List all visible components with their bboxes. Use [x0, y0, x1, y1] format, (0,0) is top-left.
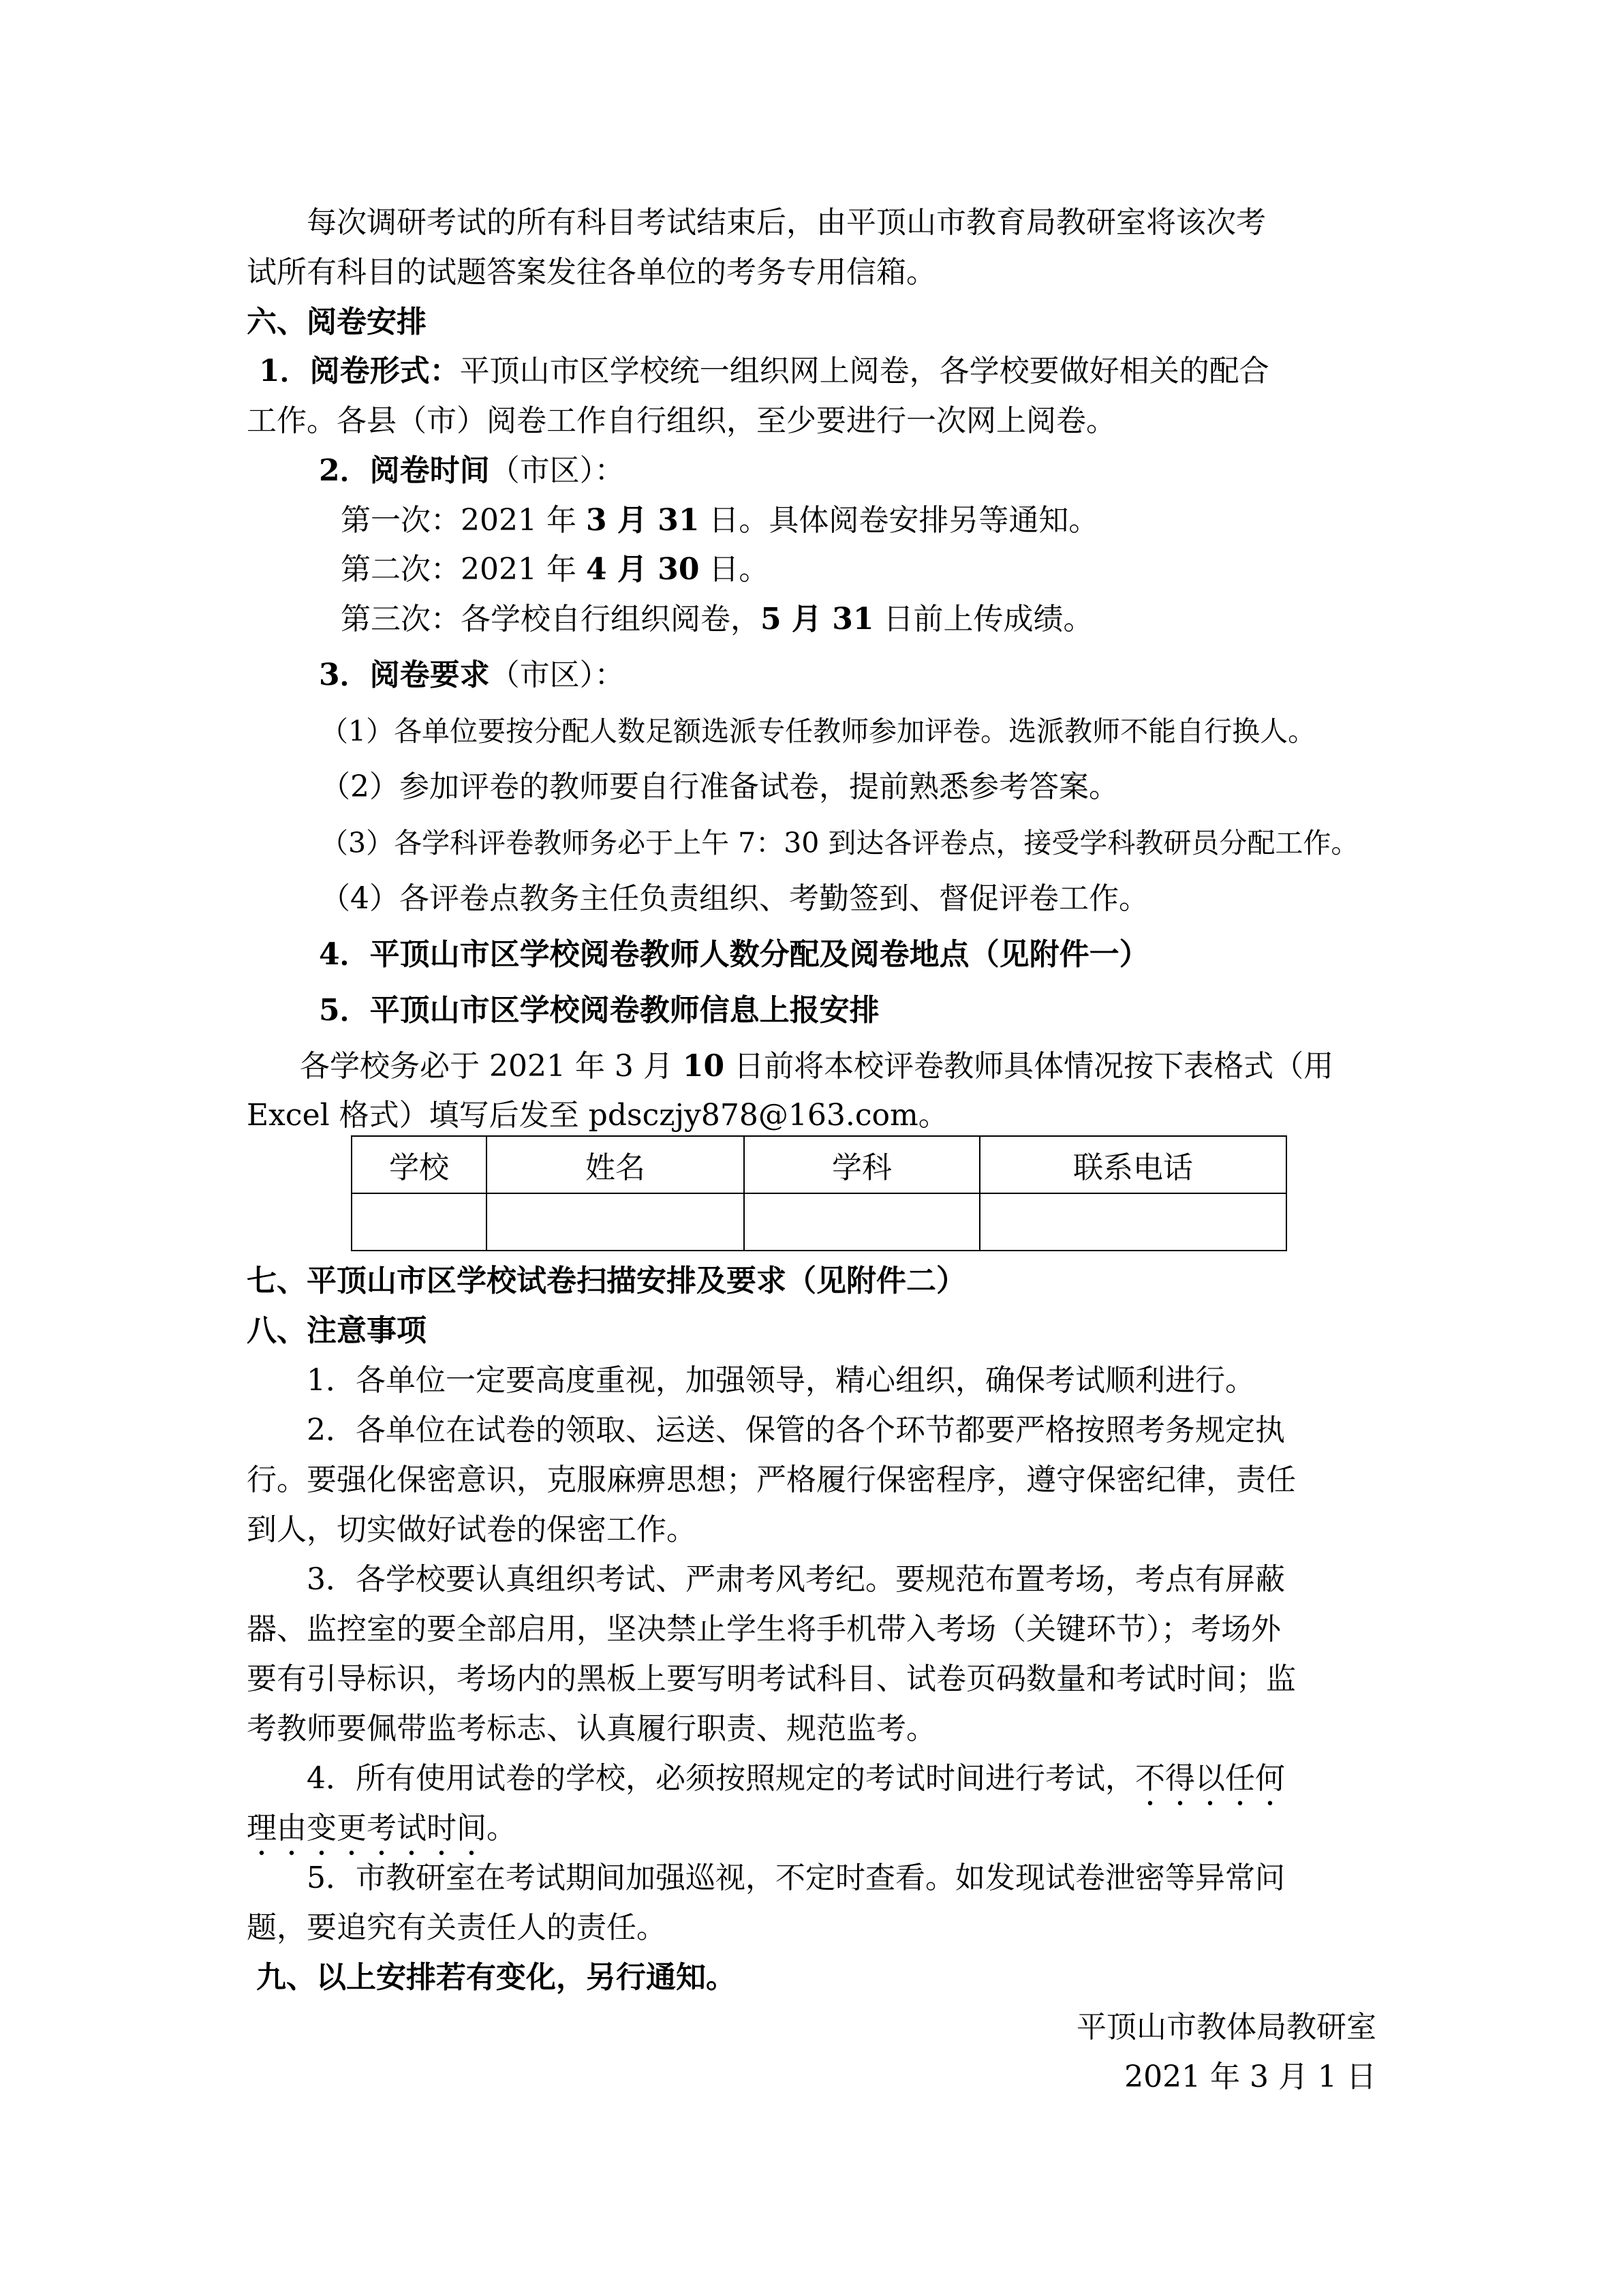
table-header-row [352, 1136, 1286, 1193]
note-2-line3: 到人，切实做好试卷的保密工作。 [247, 1512, 696, 1547]
item-6-3-heading [319, 655, 1376, 696]
paragraph-intro-line1: 每次调研考试的所有科目考试结束后，由平顶山市教育局教研室将该次考 [307, 205, 1266, 240]
item-6-3-suffix: （市区）： [489, 658, 625, 692]
note-5-line2: 题，要追究有关责任人的责任。 [247, 1910, 666, 1945]
item-6-5: 5．平顶山市区学校阅卷教师信息上报安排 [319, 993, 880, 1028]
report-day: 10 [682, 1049, 725, 1084]
requirement-2: （2）参加评卷的教师要自行准备试卷，提前熟悉参考答案。 [320, 769, 1119, 804]
note-4-text: 4．所有使用试卷的学校，必须按照规定的考试时间进行考试， [307, 1761, 1135, 1796]
note-3-line1: 3．各学校要认真组织考试、严肃考风考纪。要规范布置考场，考点有屏蔽 [307, 1562, 1285, 1597]
table-cell-school [352, 1193, 486, 1251]
requirement-1: （1）各单位要按分配人数足额选派专任教师参加评卷。选派教师不能自行换人。 [320, 715, 1316, 748]
table-header-phone: 联系电话 [980, 1136, 1286, 1193]
report-prefix: 各学校务必于 2021 年 3 月 [300, 1049, 683, 1084]
table-cell-subject [744, 1193, 980, 1251]
round-1 [341, 500, 1376, 541]
round-1-date: 3 月 31 [585, 503, 700, 538]
item-6-3-label: 3．阅卷要求 [319, 658, 490, 692]
section-6-title: 六、阅卷安排 [247, 305, 427, 339]
item-6-1-text: 平顶山市区学校统一组织网上阅卷，各学校要做好相关的配合 [459, 354, 1269, 388]
requirement-3: （3）各学科评卷教师务必于上午 7：30 到达各评卷点，接受学科教研员分配工作。 [320, 827, 1359, 859]
table-cell-phone [980, 1193, 1286, 1251]
note-1: 1．各单位一定要高度重视，加强领导，精心组织，确保考试顺利进行。 [307, 1363, 1255, 1398]
note-4-end: 。 [486, 1811, 516, 1846]
round-1-suffix: 日。具体阅卷安排另等通知。 [699, 503, 1099, 538]
round-3-date: 5 月 31 [760, 602, 874, 637]
note-3-line4: 考教师要佩带监考标志、认真履行职责、规范监考。 [247, 1711, 936, 1746]
note-4-emphasis-1: 不得以任何 [1135, 1761, 1285, 1796]
section-7-title: 七、平顶山市区学校试卷扫描安排及要求（见附件二） [247, 1264, 966, 1298]
note-4-emphasis-2: 理由变更考试时间 [247, 1811, 486, 1846]
signature-date: 2021 年 3 月 1 日 [1124, 2060, 1376, 2094]
note-2-line2: 行。要强化保密意识，克服麻痹思想；严格履行保密程序，遵守保密纪律，责任 [247, 1463, 1296, 1497]
report-suffix: 日前将本校评卷教师具体情况按下表格式（用 [724, 1049, 1334, 1084]
teacher-info-table [351, 1135, 1287, 1251]
table-row [352, 1193, 1286, 1251]
round-3 [341, 599, 1376, 640]
round-2-suffix: 日。 [699, 552, 769, 587]
table-header-school: 学校 [352, 1136, 486, 1193]
note-4-line2 [247, 1808, 1376, 1863]
round-3-prefix: 第三次：各学校自行组织阅卷， [341, 602, 760, 637]
item-6-1-label: 1．阅卷形式： [259, 354, 460, 388]
item-6-1-line2: 工作。各县（市）阅卷工作自行组织，至少要进行一次网上阅卷。 [247, 403, 1116, 438]
note-4-line1 [307, 1758, 1376, 1813]
item-6-2-heading [319, 450, 1376, 491]
signature-organization: 平顶山市教体局教研室 [1077, 2010, 1376, 2045]
note-3-line3: 要有引导标识，考场内的黑板上要写明考试科目、试卷页码数量和考试时间；监 [247, 1662, 1296, 1696]
round-2-date: 4 月 30 [585, 552, 700, 587]
round-2-prefix: 第二次：2021 年 [341, 552, 586, 587]
section-8-title: 八、注意事项 [247, 1313, 427, 1348]
item-6-1-line1 [259, 351, 1376, 392]
table-header-subject: 学科 [744, 1136, 980, 1193]
report-instruction-line2: Excel 格式）填写后发至 pdsczjy878@163.com。 [247, 1098, 948, 1133]
note-5-line1: 5．市教研室在考试期间加强巡视，不定时查看。如发现试卷泄密等异常问 [307, 1861, 1285, 1895]
round-3-suffix: 日前上传成绩。 [874, 602, 1094, 637]
paragraph-intro-line2: 试所有科目的试题答案发往各单位的考务专用信箱。 [247, 255, 936, 290]
item-6-2-suffix: （市区）： [489, 453, 625, 488]
round-2 [341, 549, 1376, 590]
round-1-prefix: 第一次：2021 年 [341, 503, 586, 538]
requirement-4: （4）各评卷点教务主任负责组织、考勤签到、督促评卷工作。 [320, 881, 1149, 916]
note-3-line2: 器、监控室的要全部启用，坚决禁止学生将手机带入考场（关键环节）；考场外 [247, 1612, 1281, 1647]
note-2-line1: 2．各单位在试卷的领取、运送、保管的各个环节都要严格按照考务规定执 [307, 1413, 1285, 1448]
table-header-name: 姓名 [486, 1136, 744, 1193]
section-9-title: 九、以上安排若有变化，另行通知。 [256, 1960, 736, 1995]
item-6-4: 4．平顶山市区学校阅卷教师人数分配及阅卷地点（见附件一） [319, 937, 1149, 972]
item-6-2-label: 2．阅卷时间 [319, 453, 490, 488]
table-cell-name [486, 1193, 744, 1251]
report-instruction-line1 [300, 1046, 1376, 1087]
